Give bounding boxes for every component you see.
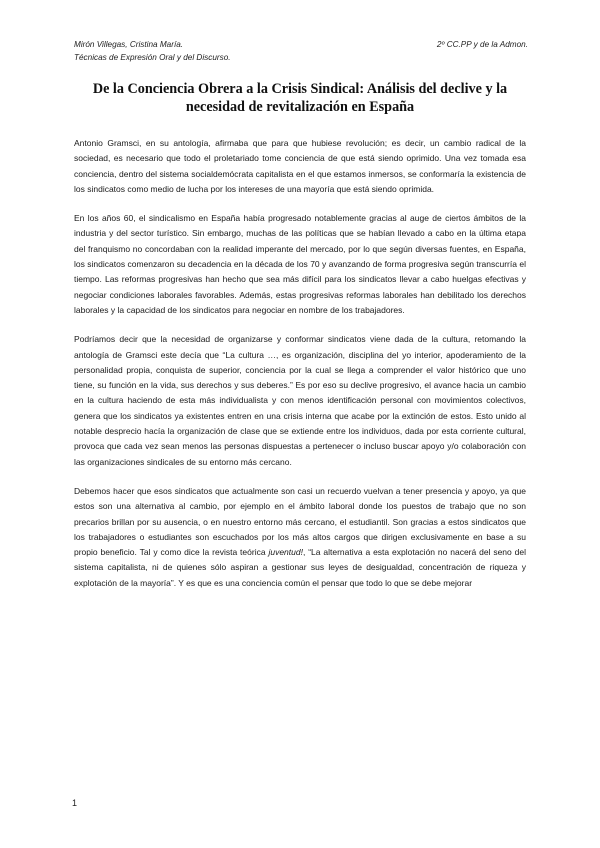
page-number: 1 (72, 798, 78, 808)
course-name: Técnicas de Expresión Oral y del Discurso. (74, 53, 231, 62)
author-name: Mirón Villegas, Cristina María. (74, 40, 184, 49)
paragraph: Antonio Gramsci, en su antología, afirmaba que para que hubiese revolución; es decir, un cambio radical de la sociedad, es necesario que todo el proletariado tome conciencia de que está siendo oprimido. Una vez tomada esa conciencia, dentro del sistema socialdemócrata capitalista en el que estamos inmersos, se conformaría la existencia de los sindicatos como medio de lucha por los intereses de una mayoría que está siendo oprimida. (74, 138, 526, 194)
paragraph: En los años 60, el sindicalismo en España había progresado notablemente gracias al auge de ciertos ámbitos de la industria y del sector turístico. Sin embargo, muchas de las políticas que se habían llevado a cabo en la última etapa del franquismo no concordaban con la realidad imperante del mercado, por lo que según diversas fuentes, en España, los sindicatos comenzaron su decadencia en la década de los 70 y avanzando de forma progresiva según transcurría el tiempo. Las reformas progresivas han hecho que sea más difícil para los sindicatos llevar a cabo huelgas efectivas y negociar condiciones laborales favorables. Además, estas progresivas reformas laborales han debilitado los derechos laborales y la capacidad de los sindicatos para negociar en nombre de los trabajadores. (74, 213, 526, 315)
document-title: De la Conciencia Obrera a la Crisis Sindical: Análisis del declive y la necesidad de revitalización en España (92, 81, 508, 115)
paragraph (74, 484, 526, 591)
paragraph: Podríamos decir que la necesidad de organizarse y conformar sindicatos viene dada de la cultura, retomando la antología de Gramsci este decía que “La cultura …, es organización, disciplina del yo interior, apoderamiento de la personalidad propia, conquista de superior, conciencia por la cual se llega a comprender el valor histórico que uno tiene, su función en la vida, sus derechos y sus deberes.” Es por eso su declive progresivo, el avance hacia un cambio en la cultura haciendo de esta más individualista y con menos identificación personal con movimientos colectivos, genera que los sindicatos ya existentes entren en una crisis interna que acabe por la extinción de estos. Esto unido al notable desprecio hacía la organización de clase que se extiende entre los individuos, dada por esta corriente cultural, provoca que cada vez sean menos las personas dispuestas a pertenecer o incluso buscar apoyo y/o colaboración con las organizaciones sindicales de su entorno más cercano. (74, 334, 526, 467)
group-name: 2º CC.PP y de la Admon. (436, 40, 528, 49)
paragraph-text: Debemos hacer que esos sindicatos que actualmente son casi un recuerdo vuelvan a tener presencia y apoyo, ya que estos son una alternativa al cambio, por ejemplo en el ámbito laboral donde los puestos de trabajo que no son precarios brillan por su ausencia, o en nuestro entorno más cercano, el estudiantil. Son gracias a estos sindicatos que los trabajadores o estudiantes son escuchados por los más altos cargos que dirigen exclusivamente en base a su propio beneficio. Tal y como dice la revista teórica (74, 485, 526, 558)
document-body (74, 136, 526, 591)
paragraph-text: , “La alternativa a esta explotación no nacerá del seno del sistema capitalista, ni de quienes sólo aspiran a gestionar sus leyes de desigualdad, concentración de riqueza y explotación de la mayoría”. Y es que es una conciencia común el pensar que todo lo que se debe mejorar (74, 547, 526, 588)
header-left (74, 38, 334, 64)
journal-name: juventud! (268, 547, 303, 558)
